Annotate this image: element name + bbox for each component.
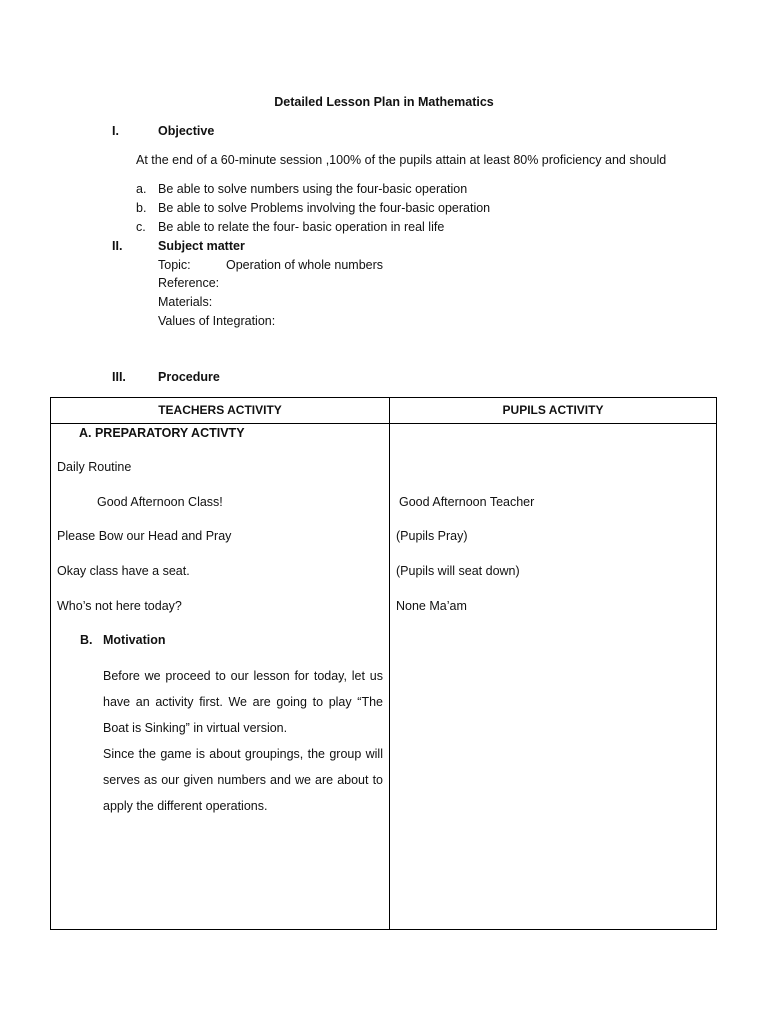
- pupils-seat-response: (Pupils will seat down): [396, 564, 520, 578]
- section-2-heading: Subject matter: [158, 239, 245, 253]
- objective-item-letter: b.: [136, 201, 147, 215]
- teacher-pray-instruction: Please Bow our Head and Pray: [57, 529, 232, 543]
- table-header-divider: [51, 423, 716, 424]
- pupils-greeting: Good Afternoon Teacher: [399, 495, 535, 509]
- objective-item-letter: a.: [136, 182, 147, 196]
- teachers-activity-header: TEACHERS ACTIVITY: [158, 403, 282, 417]
- objective-item-text: Be able to solve numbers using the four-basic operation: [158, 182, 468, 196]
- topic-value: Operation of whole numbers: [226, 258, 384, 272]
- topic-label: Topic:: [158, 258, 191, 272]
- motivation-letter: B.: [80, 633, 93, 647]
- pupils-pray-response: (Pupils Pray): [396, 529, 468, 543]
- teacher-seat-instruction: Okay class have a seat.: [57, 564, 190, 578]
- section-1-heading: Objective: [158, 124, 215, 138]
- pupils-activity-header: PUPILS ACTIVITY: [502, 403, 604, 417]
- pupils-attendance-response: None Ma’am: [396, 599, 467, 613]
- section-3-heading: Procedure: [158, 370, 220, 384]
- teacher-greeting: Good Afternoon Class!: [97, 495, 223, 509]
- section-2-numeral: II.: [112, 239, 123, 253]
- materials-label: Materials:: [158, 295, 213, 309]
- document-title: Detailed Lesson Plan in Mathematics: [274, 95, 494, 109]
- objective-item-letter: c.: [136, 220, 146, 234]
- section-3-numeral: III.: [112, 370, 126, 384]
- motivation-heading: Motivation: [103, 633, 166, 647]
- motivation-paragraph-2: Since the game is about groupings, the group will serves as our given numbers and we are about to apply the different operations.: [103, 747, 383, 813]
- procedure-table: [50, 397, 717, 930]
- values-label: Values of Integration:: [158, 314, 276, 328]
- motivation-paragraph-1: Before we proceed to our lesson for today, let us have an activity first. We are going to play “The Boat is Sinking” in virtual version.: [103, 669, 383, 735]
- daily-routine-label: Daily Routine: [57, 460, 132, 474]
- objective-item-text: Be able to relate the four- basic operation in real life: [158, 220, 445, 234]
- preparatory-activity-heading: A. PREPARATORY ACTIVTY: [79, 426, 245, 440]
- objective-item-text: Be able to solve Problems involving the four-basic operation: [158, 201, 491, 215]
- teacher-attendance-question: Who’s not here today?: [57, 599, 182, 613]
- objective-intro: At the end of a 60-minute session ,100% of the pupils attain at least 80% proficiency and should: [136, 153, 667, 167]
- section-1-numeral: I.: [112, 124, 119, 138]
- reference-label: Reference:: [158, 276, 220, 290]
- table-column-divider: [389, 398, 390, 929]
